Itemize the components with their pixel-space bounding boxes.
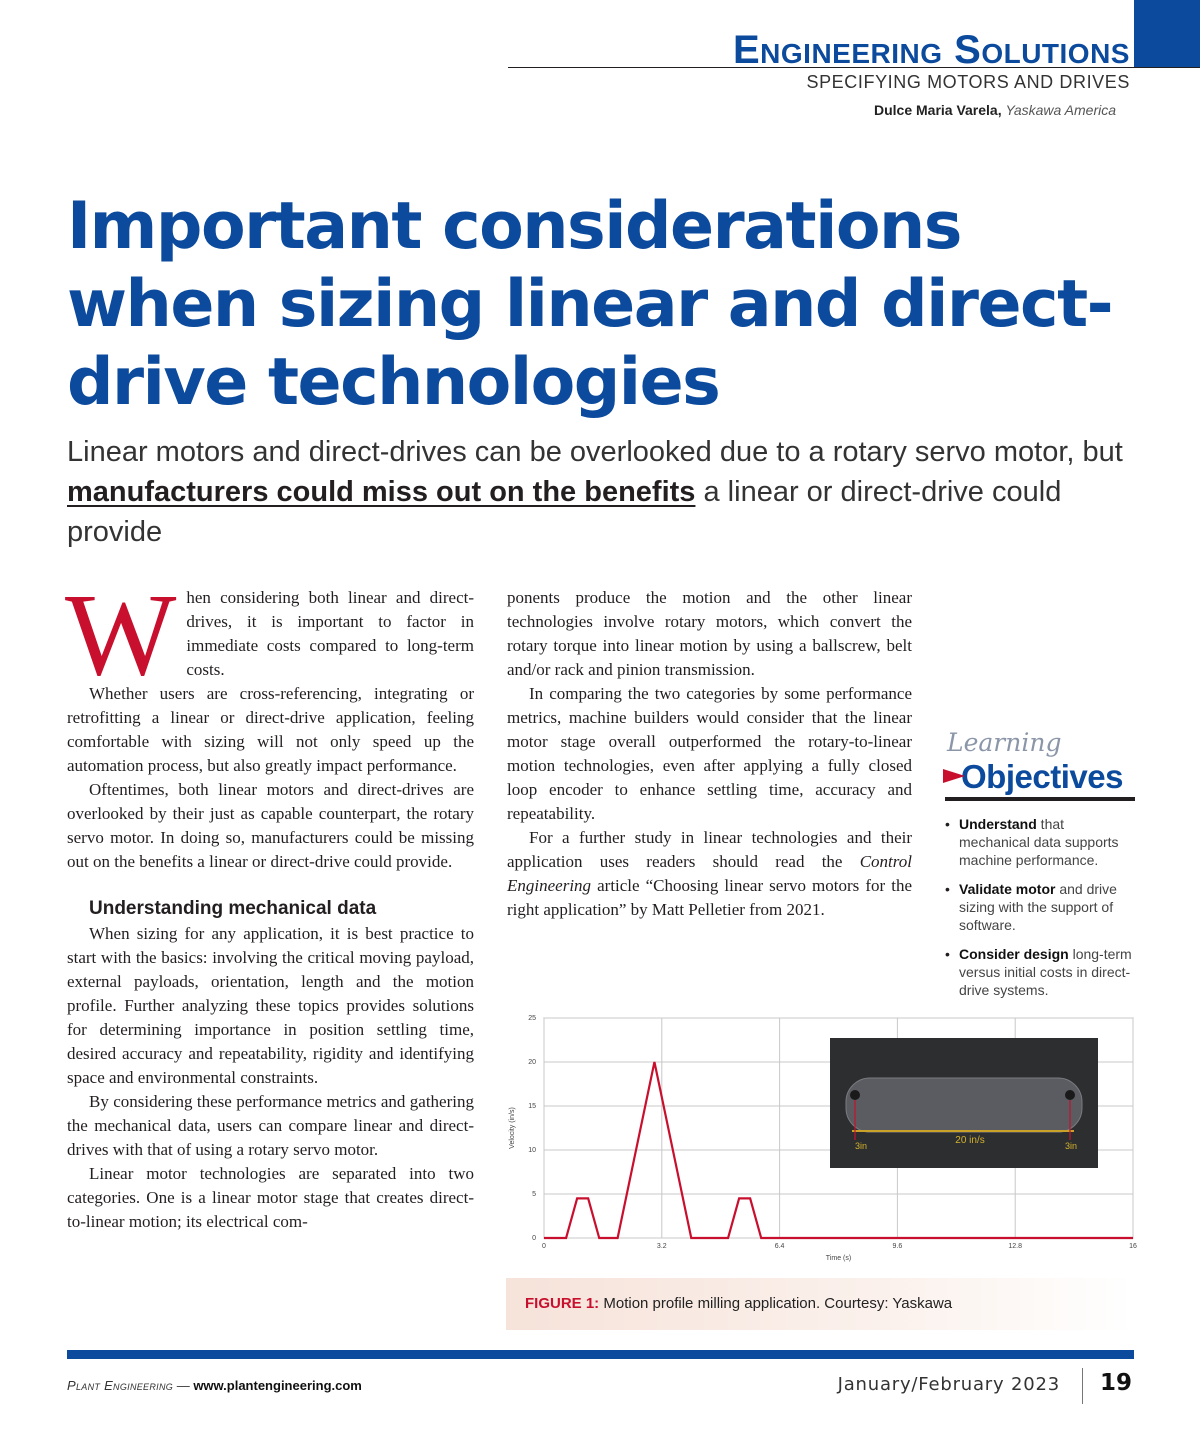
- drop-cap: W: [65, 569, 177, 700]
- y-tick-label: 0: [532, 1235, 536, 1242]
- objective-text: that mechanical data supports machine performance.: [959, 816, 1119, 868]
- objective-text: long-term versus initial costs in direct-drive systems.: [959, 946, 1132, 998]
- learning-objectives-title-text: Objectives: [961, 758, 1123, 795]
- inset-center-label: 20 in/s: [955, 1135, 985, 1146]
- y-tick-label: 15: [528, 1103, 536, 1110]
- section-subtitle: SPECIFYING MOTORS AND DRIVES: [806, 72, 1130, 92]
- footer-publication: [67, 1378, 362, 1393]
- learning-objectives-title-2: [945, 759, 1135, 795]
- bullet-icon: •: [945, 946, 950, 962]
- deck-link[interactable]: manufacturers could miss out on the benefits: [67, 476, 696, 508]
- figure-caption: [506, 1278, 1134, 1330]
- motion-profile-chart: [500, 1008, 1140, 1276]
- x-tick-label: 6.4: [774, 1243, 785, 1250]
- paragraph-text: For a further study in linear technologies and their application uses readers should read the: [507, 828, 912, 871]
- y-tick-label: 20: [528, 1059, 536, 1066]
- issue-date: January/February 2023: [837, 1374, 1060, 1395]
- subhead: Understanding mechanical data: [89, 898, 377, 919]
- page-number: 19: [1100, 1370, 1133, 1396]
- objective-item: [945, 815, 1135, 869]
- publication-reference: Control Engineering: [507, 852, 912, 895]
- inset-left-bolt: [850, 1090, 860, 1100]
- objective-keyword: Consider design: [959, 946, 1069, 962]
- footer-divider: [1082, 1368, 1083, 1404]
- figure-label: FIGURE 1:: [525, 1295, 600, 1312]
- arrow-icon: [943, 769, 965, 783]
- paragraph: hen considering both linear and direct-drives, it is important to factor in immediate costs compared to long-term costs.: [186, 588, 474, 679]
- inset-left-label: 3in: [855, 1141, 868, 1151]
- section-title: Engineering Solutions: [733, 28, 1130, 72]
- article-column-1: [65, 569, 474, 1234]
- x-tick-label: 12.8: [1008, 1243, 1023, 1250]
- deck-text-end: a linear or direct-drive could provide: [67, 476, 1062, 548]
- bullet-icon: •: [945, 881, 950, 897]
- chart-svg: [500, 1008, 1140, 1276]
- article-column-2: [507, 586, 912, 922]
- objective-item: [945, 880, 1135, 934]
- x-tick-label: 3.2: [656, 1243, 667, 1250]
- paragraph: By considering these performance metrics and gathering the mechanical data, users can compare linear and direct-drives with that of using a rotary servo motor.: [67, 1092, 474, 1159]
- paragraph: Linear motor technologies are separated into two categories. One is a linear motor stage that creates direct-to-linear motion; its electrical com-: [67, 1164, 474, 1231]
- x-tick-label: 16: [1129, 1243, 1137, 1250]
- publication-name: Plant Engineering: [67, 1378, 174, 1393]
- paragraph: [507, 826, 912, 922]
- publication-url[interactable]: www.plantengineering.com: [193, 1378, 362, 1393]
- learning-objectives-rule: [945, 797, 1135, 801]
- paragraph: In comparing the two categories by some performance metrics, machine builders would consider that the linear motor stage overall outperformed the rotary-to-linear motion technologies, even after applying a fully closed loop encoder to enhance settling time, accuracy and repeatability.: [507, 684, 912, 823]
- paragraph-text: article “Choosing linear servo motors for the right application” by Matt Pelletier from 2021.: [507, 876, 912, 919]
- objective-keyword: Understand: [959, 816, 1037, 832]
- inset-right-label: 3in: [1065, 1141, 1078, 1151]
- y-tick-label: 10: [528, 1147, 536, 1154]
- y-axis-label: Velocity (in/s): [509, 1107, 516, 1149]
- bullet-icon: •: [945, 816, 950, 832]
- corner-color-block: [1134, 0, 1200, 68]
- learning-objectives: [945, 727, 1135, 1010]
- paragraph: Oftentimes, both linear motors and direct-drives are overlooked by their just as capable counterpart, the rotary servo motor. In doing so, manufacturers could be missing out on the benefits a linear or direct-drive could provide.: [67, 780, 474, 871]
- article-headline: Important considerations when sizing linear and direct-drive technologies: [67, 189, 1113, 420]
- objective-keyword: Validate motor: [959, 881, 1056, 897]
- paragraph: ponents produce the motion and the other linear technologies involve rotary motors, which convert the rotary torque into linear motion by using a ballscrew, belt and/or rack and pinion transmission.: [507, 588, 912, 679]
- paragraph: Whether users are cross-referencing, integrating or retrofitting a linear or direct-drive application, feeling comfortable with sizing will not only speed up the automation process, but also greatly impact performance.: [67, 684, 474, 775]
- objective-text: and drive sizing with the support of software.: [959, 881, 1117, 933]
- figure-caption-text: Motion profile milling application. Courtesy: Yaskawa: [599, 1295, 953, 1312]
- objective-item: [945, 945, 1135, 999]
- inset-right-bolt: [1065, 1090, 1075, 1100]
- footer-separator: —: [173, 1378, 194, 1393]
- x-tick-label: 0: [542, 1243, 546, 1250]
- inset-stage-body: [846, 1078, 1082, 1132]
- byline: [874, 102, 1116, 118]
- article-deck: [67, 432, 1127, 552]
- author-name: Dulce Maria Varela,: [873, 102, 1002, 118]
- author-company: Yaskawa America: [1005, 102, 1116, 118]
- learning-objectives-title-1: Learning: [947, 728, 1062, 757]
- footer-bar: [67, 1350, 1134, 1359]
- paragraph: When sizing for any application, it is best practice to start with the basics: involving the critical moving payload, external payloads, orientation, length and the motion profile. Further analyzing these topics provides solutions for determining importance in position settling time, desired accuracy and repeatability, rigidity and identifying space and environmental constraints.: [67, 924, 474, 1087]
- x-axis-label: Time (s): [825, 1255, 852, 1262]
- y-tick-label: 5: [532, 1191, 536, 1198]
- y-tick-label: 25: [528, 1015, 536, 1022]
- deck-text-start: Linear motors and direct-drives can be overlooked due to a rotary servo motor, but: [67, 436, 1123, 468]
- x-tick-label: 9.6: [892, 1243, 903, 1250]
